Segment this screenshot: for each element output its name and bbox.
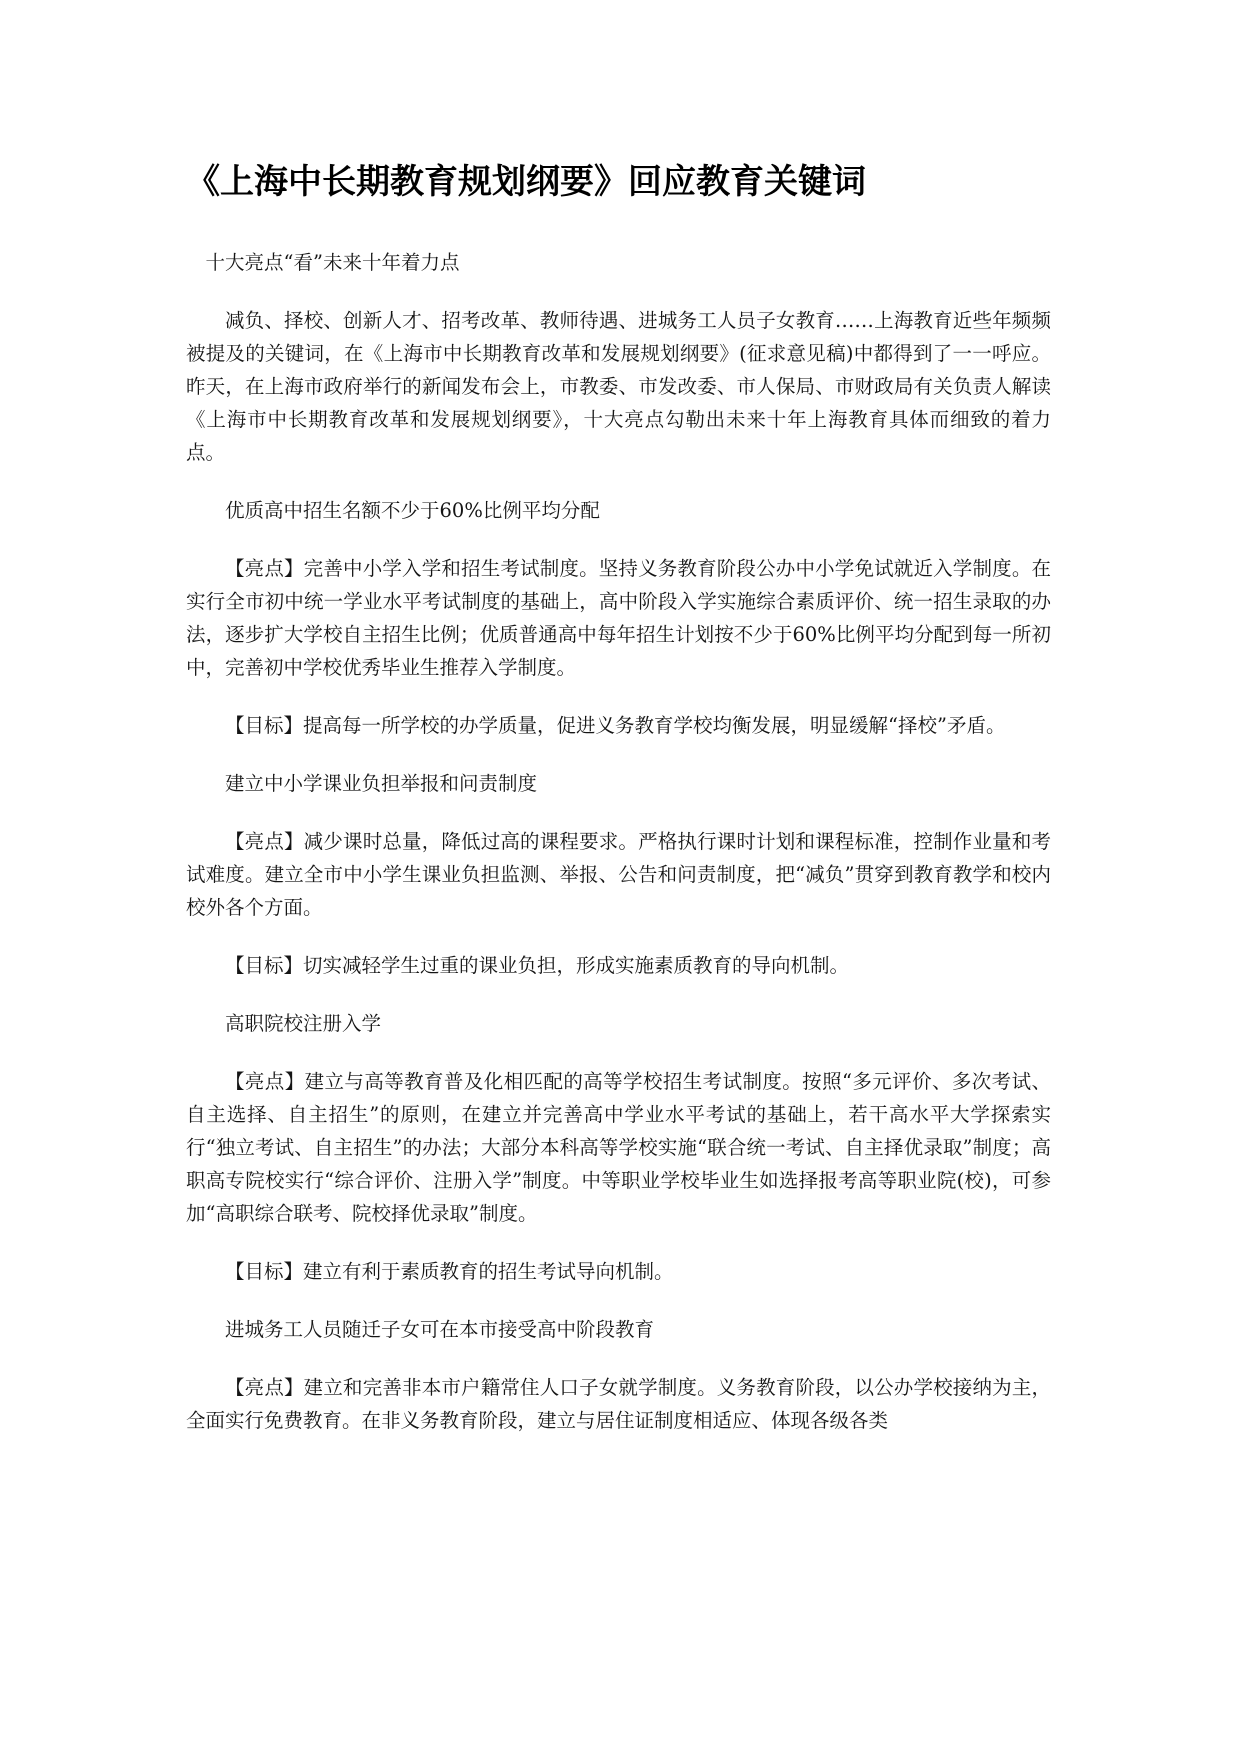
document-subtitle: 十大亮点“看”未来十年着力点: [205, 251, 460, 274]
highlight-paragraph: 【亮点】完善中小学入学和招生考试制度。坚持义务教育阶段公办中小学免试就近入学制度。在实行全市初中统一学业水平考试制度的基础上，高中阶段入学实施综合素质评价、统一招生录取的办法，逐步扩大学校自主招生比例；优质普通高中每年招生计划按不少于60%比例平均分配到每一所初中，完善初中学校优秀毕业生推荐入学制度。: [186, 557, 1051, 679]
goal-paragraph: 【目标】建立有利于素质教育的招生考试导向机制。: [225, 1260, 674, 1283]
goal-paragraph: 【目标】切实减轻学生过重的课业负担，形成实施素质教育的导向机制。: [225, 954, 850, 977]
section-heading: 优质高中招生名额不少于60%比例平均分配: [225, 499, 600, 522]
intro-paragraph: 减负、择校、创新人才、招考改革、教师待遇、进城务工人员子女教育……上海教育近些年频频被提及的关键词，在《上海市中长期教育改革和发展规划纲要》(征求意见稿)中都得到了一一呼应。昨天，在上海市政府举行的新闻发布会上，市教委、市发改委、市人保局、市财政局有关负责人解读《上海市中长期教育改革和发展规划纲要》，十大亮点勾勒出未来十年上海教育具体而细致的着力点。: [186, 309, 1051, 464]
highlight-paragraph: 【亮点】减少课时总量，降低过高的课程要求。严格执行课时计划和课程标准，控制作业量和考试难度。建立全市中小学生课业负担监测、举报、公告和问责制度，把“减负”贯穿到教育教学和校内校外各个方面。: [186, 830, 1051, 919]
highlight-paragraph: 【亮点】建立和完善非本市户籍常住人口子女就学制度。义务教育阶段，以公办学校接纳为主，全面实行免费教育。在非义务教育阶段，建立与居住证制度相适应、体现各级各类: [186, 1376, 1051, 1432]
document-title: 《上海中长期教育规划纲要》回应教育关键词: [186, 162, 866, 202]
highlight-paragraph: 【亮点】建立与高等教育普及化相匹配的高等学校招生考试制度。按照“多元评价、多次考试、自主选择、自主招生”的原则，在建立并完善高中学业水平考试的基础上，若干高水平大学探索实行“独立考试、自主招生”的办法；大部分本科高等学校实施“联合统一考试、自主择优录取”制度；高职高专院校实行“综合评价、注册入学”制度。中等职业学校毕业生如选择报考高等职业院(校)，可参加“高职综合联考、院校择优录取”制度。: [186, 1070, 1051, 1225]
goal-paragraph: 【目标】提高每一所学校的办学质量，促进义务教育学校均衡发展，明显缓解“择校”矛盾。: [225, 714, 1006, 737]
section-heading: 建立中小学课业负担举报和问责制度: [225, 772, 538, 795]
document-body: [186, 246, 1051, 1462]
section-heading: 高职院校注册入学: [225, 1012, 382, 1035]
section-heading: 进城务工人员随迁子女可在本市接受高中阶段教育: [225, 1318, 655, 1341]
